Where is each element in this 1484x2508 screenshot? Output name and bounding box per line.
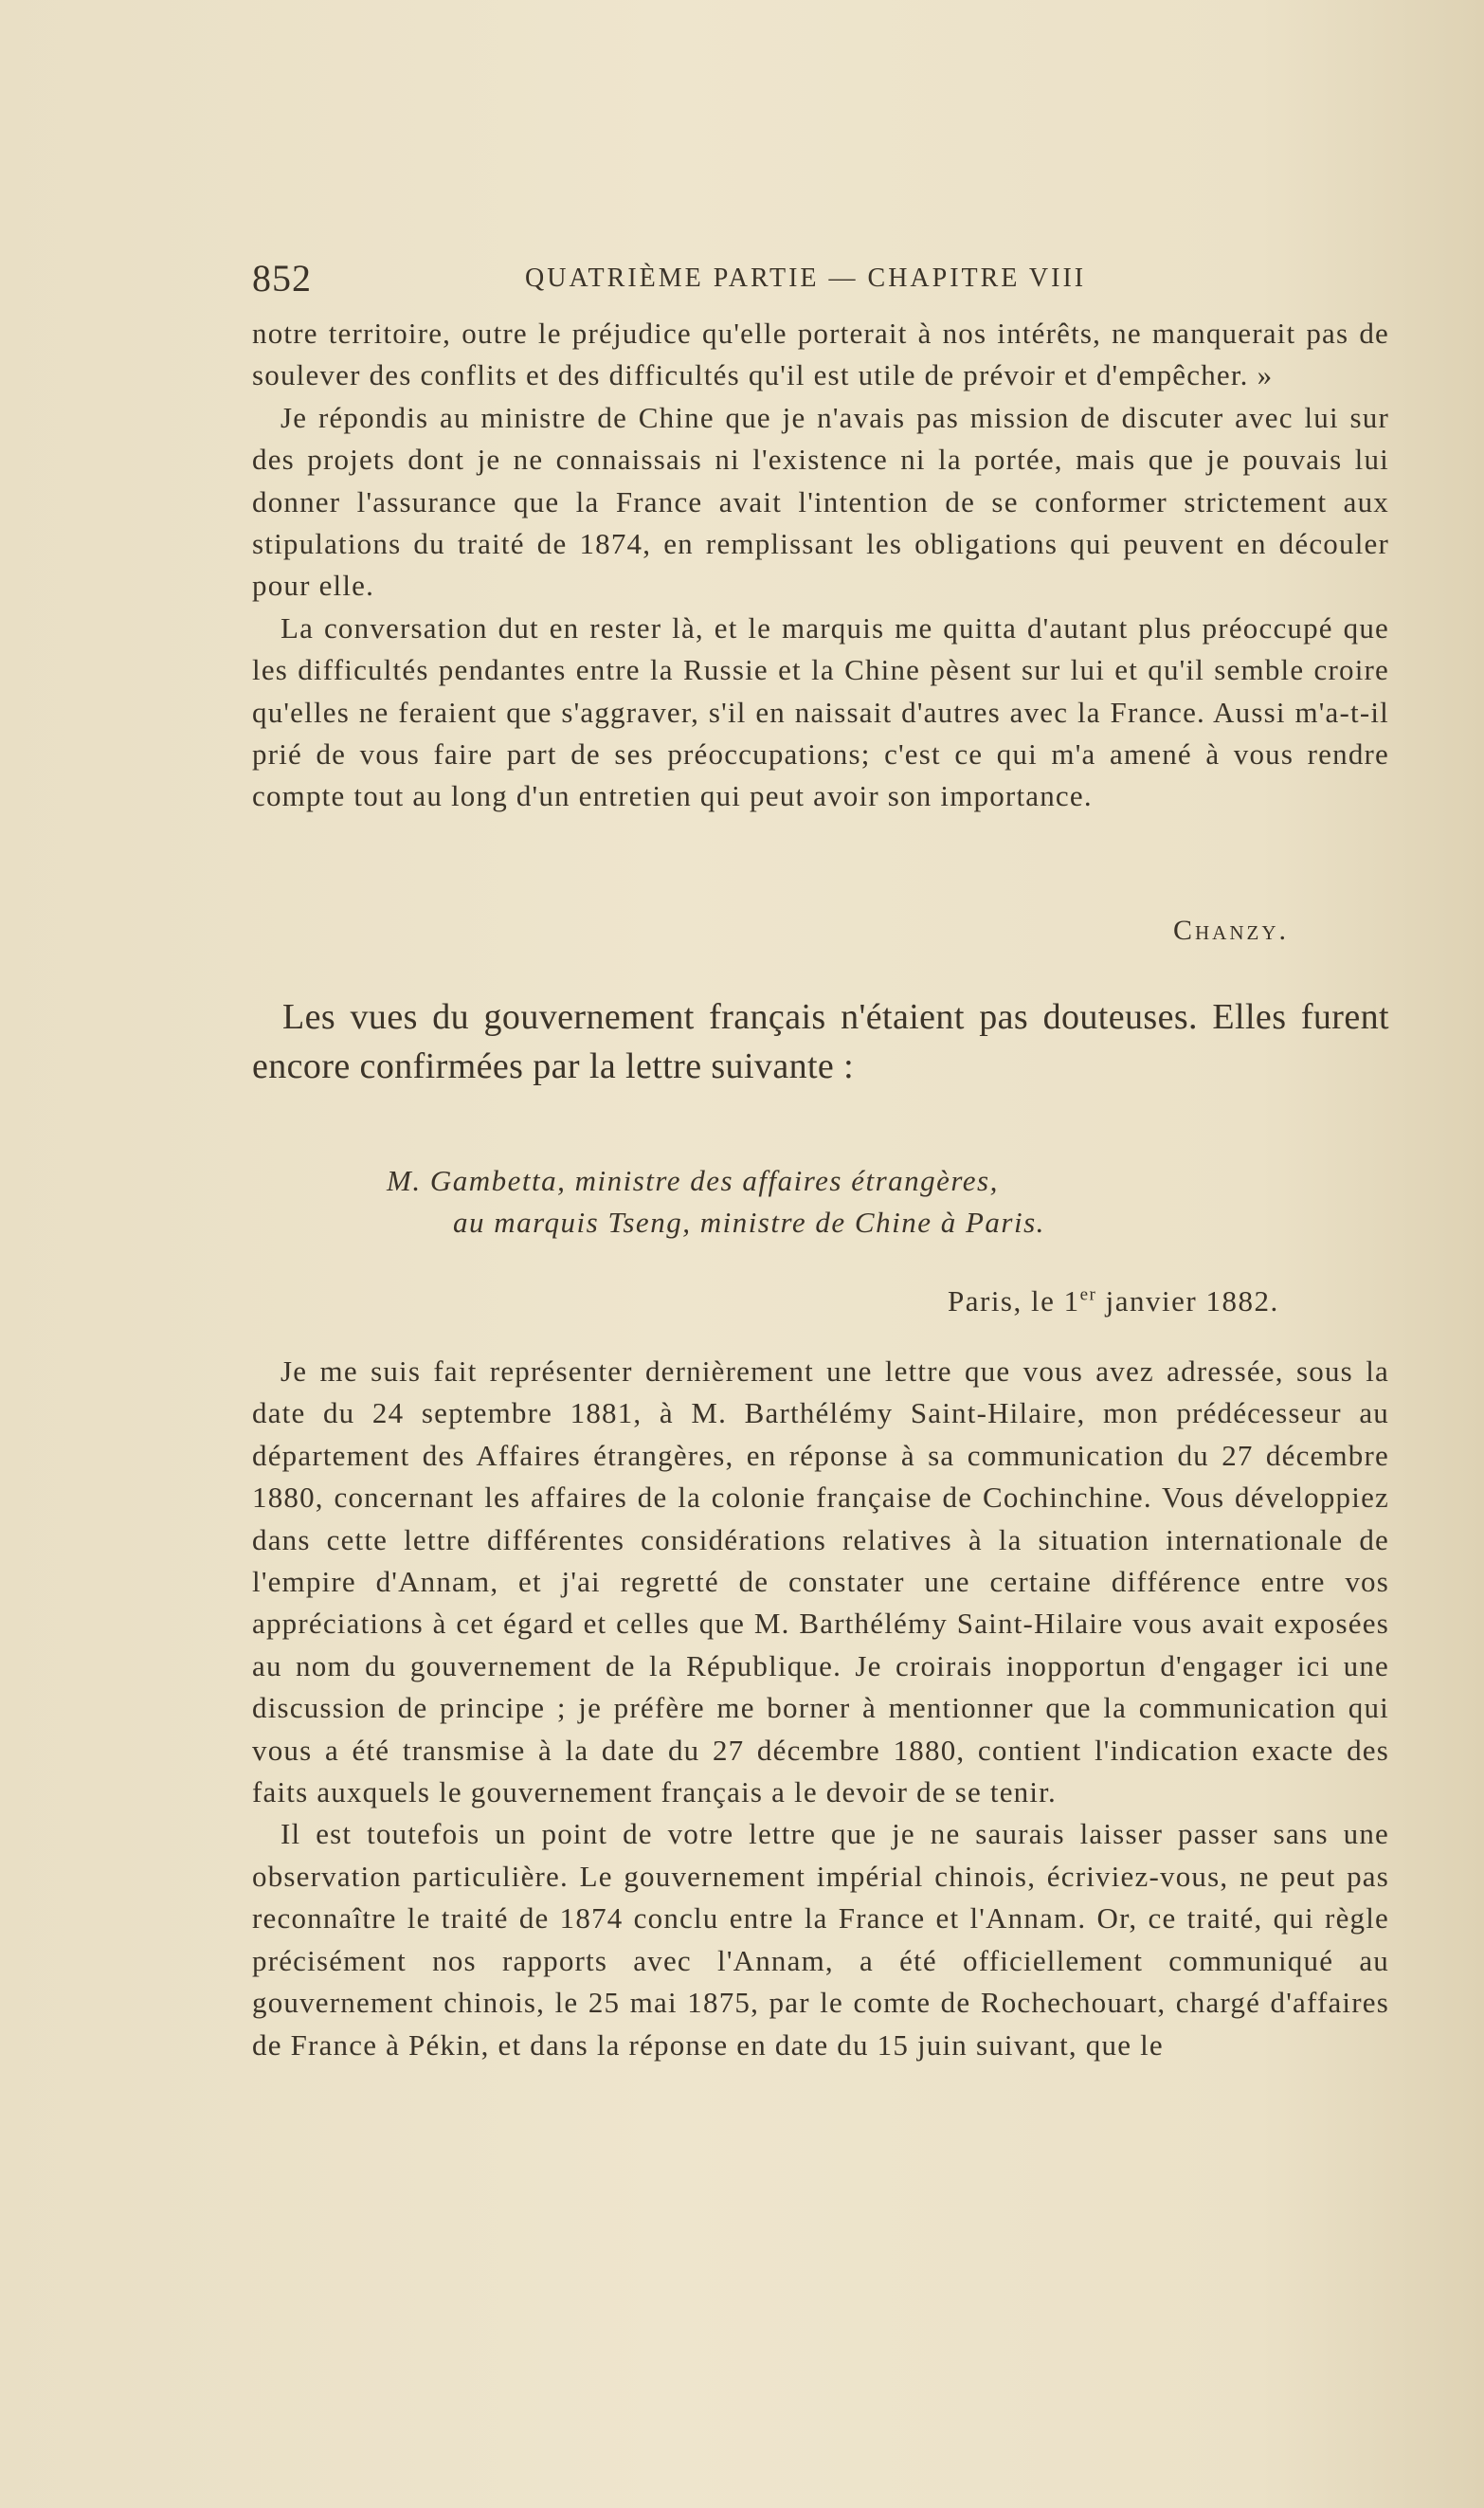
letter-paragraph: La conversation dut en rester là, et le marquis me quitta d'autant plus préoccupé que les difficultés pendantes entre la Russie et la Chine pèsent sur lui et qu'il semble croire qu'elles ne feraient que s'aggraver, s'il en naissait d'autres avec la France. Aussi m'a-t-il prié de vous faire part de ses préoccupations; c'est ce qui m'a amené à vous rendre compte tout au long d'un entretien qui peut avoir son importance. <box>252 610 1389 813</box>
letter-heading-line-1: M. Gambetta, ministre des affaires étrangères, <box>387 1164 999 1197</box>
signature: Chanzy. <box>1173 915 1289 946</box>
page-header <box>252 252 1403 300</box>
running-head: QUATRIÈME PARTIE — CHAPITRE VIII <box>525 264 1087 293</box>
letter-gambetta <box>252 1351 1389 2066</box>
dateline-superscript: er <box>1079 1284 1097 1305</box>
narrative-text <box>252 992 1389 1091</box>
page-number: 852 <box>252 257 312 300</box>
letter-paragraph: Je répondis au ministre de Chine que je n'avais pas mission de discuter avec lui sur des projets dont je ne connaissais ni l'existence ni la portée, mais que je pouvais lui donner l'assurance que la France avait l'intention de se conformer strictement aux stipulations du traité de 1874, en remplissant les obligations qui peuvent en découler pour elle. <box>252 400 1389 603</box>
letter-heading-line-2: au marquis Tseng, ministre de Chine à Paris. <box>453 1206 1045 1239</box>
narrative-paragraph: Les vues du gouvernement français n'étaient pas douteuses. Elles furent encore confirmées par la lettre suivante : <box>252 997 1389 1086</box>
letter-paragraph: Je me suis fait représenter dernièrement une lettre que vous avez adressée, sous la date du 24 septembre 1881, à M. Barthélémy Saint-Hilaire, mon prédécesseur au département des Affaires étrangères, en réponse à sa communication du 27 décembre 1880, concernant les affaires de la colonie française de Cochinchine. Vous développiez dans cette lettre différentes considérations relatives à la situation internationale de l'empire d'Annam, et j'ai regretté de constater une certaine différence entre vos appréciations à cet égard et celles que M. Barthélémy Saint-Hilaire vous avait exposées au nom du gouvernement de la République. Je croirais inopportun d'engager ici une discussion de principe ; je préfère me borner à mentionner que la communication qui vous a été transmise à la date du 27 décembre 1880, contient l'indication exacte des faits auxquels le gouvernement français a le devoir de se tenir. <box>252 1354 1389 1809</box>
letter-paragraph: notre territoire, outre le préjudice qu'elle porterait à nos intérêts, ne manquerait pas de soulever des conflits et des difficultés qu'il est utile de prévoir et d'empêcher. » <box>252 317 1389 392</box>
dateline-prefix: Paris, le 1 <box>948 1284 1080 1318</box>
dateline <box>948 1284 1279 1318</box>
letter-chanzy <box>252 313 1389 818</box>
dateline-suffix: janvier 1882. <box>1096 1284 1279 1318</box>
letter-paragraph: Il est toutefois un point de votre lettre que je ne saurais laisser passer sans une observation particulière. Le gouvernement impérial chinois, écriviez-vous, ne peut pas reconnaître le traité de 1874 conclu entre la France et l'Annam. Or, ce traité, qui règle précisément nos rapports avec l'Annam, a été officiellement communiqué au gouvernement chinois, le 25 mai 1875, par le comte de Rochechouart, chargé d'affaires de France à Pékin, et dans la réponse en date du 15 juin suivant, que le <box>252 1817 1389 2062</box>
